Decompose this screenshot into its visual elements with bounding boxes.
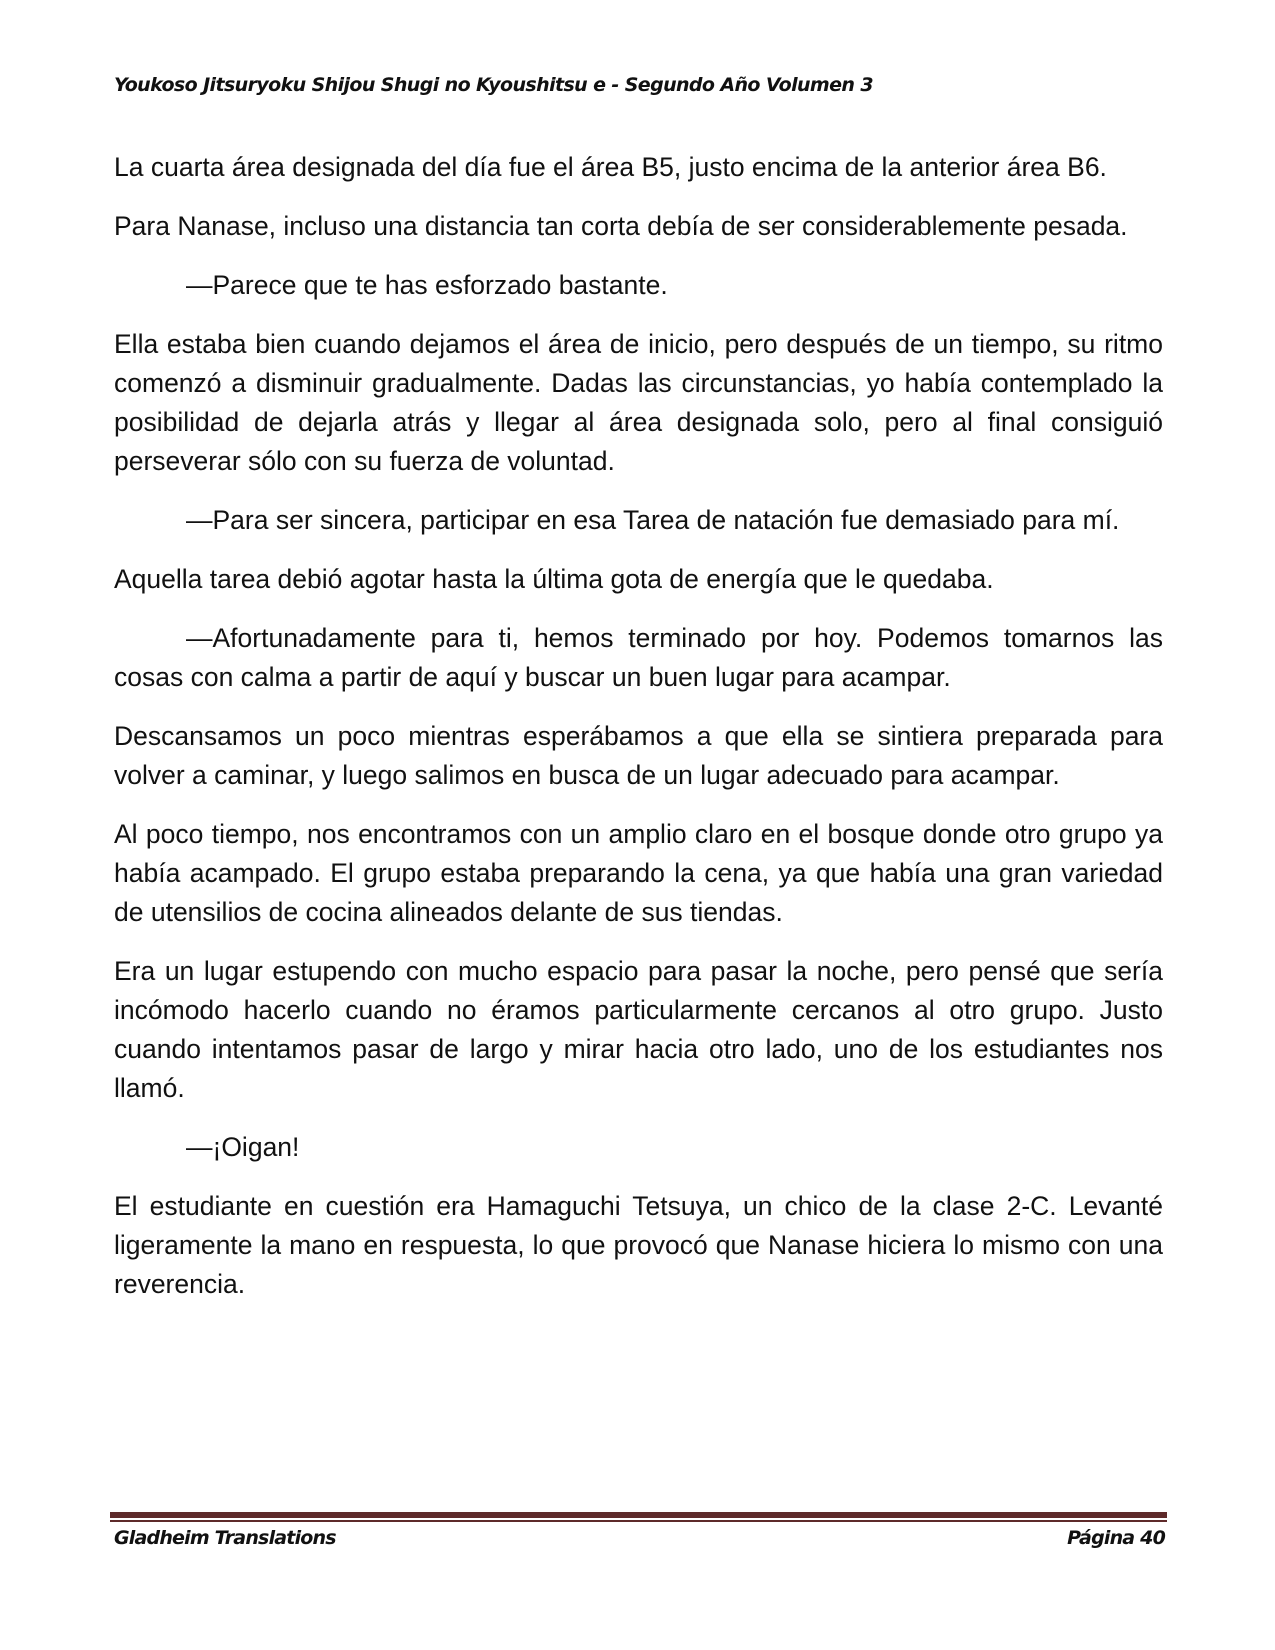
paragraph: Descansamos un poco mientras esperábamos a que ella se sintiera preparada para volver a caminar, y luego salimos en busca de un lugar adecuado para acampar. (114, 721, 1163, 790)
dialog-paragraph: —Afortunadamente para ti, hemos terminado por hoy. Podemos tomarnos las cosas con calma a partir de aquí y buscar un buen lugar para acampar. (114, 623, 1163, 692)
paragraph: El estudiante en cuestión era Hamaguchi Tetsuya, un chico de la clase 2-C. Levanté ligeramente la mano en respuesta, lo que provocó que Nanase hiciera lo mismo con una reverencia. (114, 1191, 1163, 1299)
paragraph: Para Nanase, incluso una distancia tan corta debía de ser considerablemente pesada. (114, 211, 1128, 241)
paragraph: Aquella tarea debió agotar hasta la última gota de energía que le quedaba. (114, 564, 994, 594)
page-number: Página 40 (1067, 1527, 1165, 1549)
paragraph: Era un lugar estupendo con mucho espacio para pasar la noche, pero pensé que sería incómodo hacerlo cuando no éramos particularmente cercanos al otro grupo. Justo cuando intentamos pasar de largo y mirar hacia otro lado, uno de los estudiantes nos llamó. (114, 956, 1163, 1103)
paragraph: Ella estaba bien cuando dejamos el área de inicio, pero después de un tiempo, su ritmo comenzó a disminuir gradualmente. Dadas las circunstancias, yo había contemplado la posibilidad de dejarla atrás y llegar al área designada solo, pero al final consiguió perseverar sólo con su fuerza de voluntad. (114, 329, 1163, 476)
dialog-paragraph: —¡Oigan! (186, 1132, 300, 1162)
running-header: Youkoso Jitsuryoku Shijou Shugi no Kyoushitsu e - Segundo Año Volumen 3 (114, 74, 873, 96)
paragraph: La cuarta área designada del día fue el área B5, justo encima de la anterior área B6. (114, 152, 1107, 182)
footer-rule (110, 1512, 1167, 1518)
dialog-paragraph: —Para ser sincera, participar en esa Tarea de natación fue demasiado para mí. (186, 505, 1120, 535)
body-text (114, 148, 1163, 1324)
paragraph: Al poco tiempo, nos encontramos con un amplio claro en el bosque donde otro grupo ya había acampado. El grupo estaba preparando la cena, ya que había una gran variedad de utensilios de cocina alineados delante de sus tiendas. (114, 819, 1163, 927)
footer-rule-thin (110, 1520, 1167, 1522)
dialog-paragraph: —Parece que te has esforzado bastante. (186, 270, 668, 300)
footer-translator: Gladheim Translations (114, 1527, 336, 1549)
